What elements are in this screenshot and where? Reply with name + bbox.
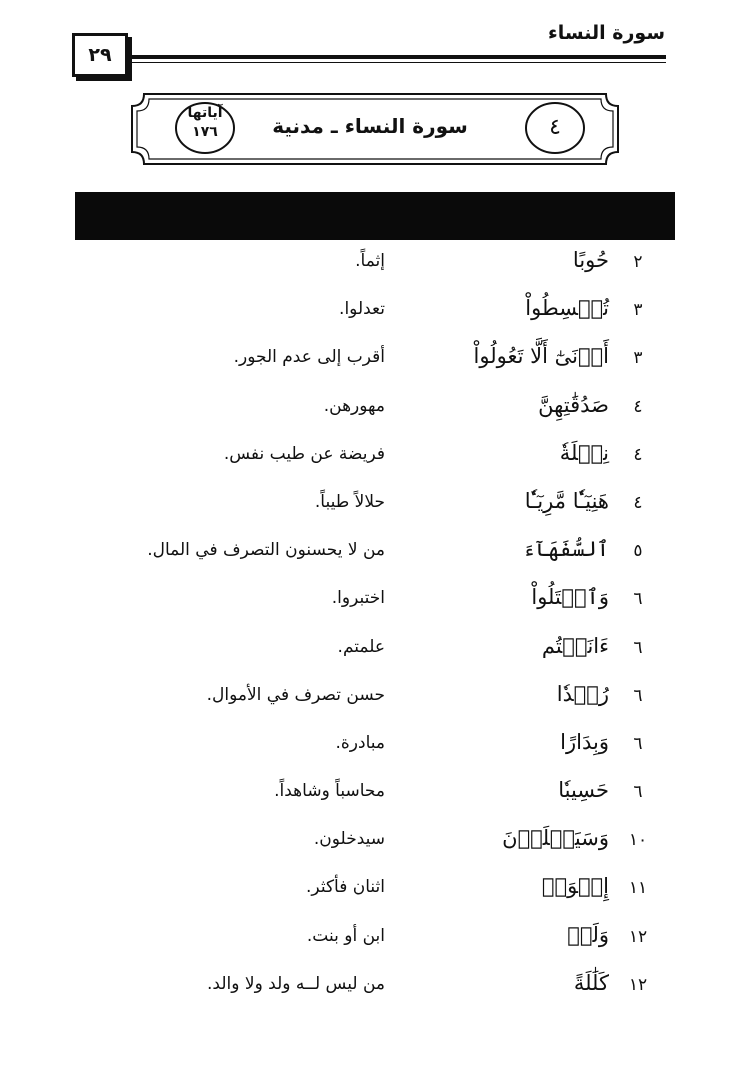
glossary-row [75, 531, 675, 579]
word-meaning: فريضة عن طيب نفس. [223, 443, 385, 464]
verse-number: ٦ [633, 637, 643, 658]
word-meaning: اختبروا. [331, 588, 385, 609]
quran-word: ٱلسُّفَهَآءَ [522, 537, 609, 562]
glossary-row [75, 242, 675, 290]
glossary-row [75, 579, 675, 627]
quran-word: حَسِيبٗا [558, 778, 609, 803]
word-meaning: من لا يحسنون التصرف في المال. [147, 540, 385, 561]
quran-word: حُوبًا [572, 248, 609, 272]
verse-number: ١١ [628, 878, 648, 899]
quran-word: صَدُقَٰتِهِنَّ [538, 392, 609, 417]
verse-number: ٢ [633, 252, 643, 272]
word-meaning: علمتم. [337, 636, 385, 657]
glossary-row [75, 290, 675, 338]
verse-number: ٣ [633, 348, 643, 369]
quran-word: تُقۡسِطُواْ [525, 296, 609, 321]
word-meaning: محاسباً وشاهداً. [274, 781, 385, 802]
verse-number: ٤ [633, 396, 643, 417]
quran-word: وَلَدٞ [567, 922, 609, 947]
word-meaning: إثماً. [355, 251, 385, 271]
glossary-row [75, 483, 675, 531]
verse-number: ٥ [633, 541, 643, 562]
glossary-row [75, 628, 675, 676]
quran-word: كَلَٰلَةً [573, 970, 609, 995]
word-meaning: من ليس لــه ولد ولا والد. [207, 973, 385, 994]
glossary-row [75, 820, 675, 868]
word-meaning: اثنان فأكثر. [306, 877, 385, 898]
quran-word: هَنِيٓـٔٗا مَّرِيٓـٔٗا [524, 488, 609, 513]
surah-number: ٤ [549, 114, 561, 140]
verse-number: ٦ [633, 782, 643, 803]
verse-number: ٦ [633, 685, 643, 706]
word-meaning: حسن تصرف في الأموال. [206, 684, 385, 705]
verses-count: ١٧٦ [192, 124, 218, 140]
page-number-box [72, 33, 128, 77]
page-number: ٢٩ [88, 44, 112, 66]
verse-number: ٣ [633, 300, 643, 321]
word-meaning: حلالاً طيباً. [314, 491, 385, 512]
word-meaning: تعدلوا. [339, 299, 385, 320]
verse-number: ١٢ [628, 974, 648, 995]
glossary-row [75, 724, 675, 772]
glossary-row [75, 965, 675, 1013]
word-meaning: سيدخلون. [313, 829, 385, 850]
quran-word: وَسَيَصۡلَوۡنَ [502, 826, 609, 851]
glossary-row [75, 435, 675, 483]
verses-label: آياتها [187, 105, 223, 121]
header-rule [131, 55, 666, 59]
glossary-row [75, 387, 675, 435]
quran-word: رُشۡدٗا [556, 681, 609, 706]
word-meaning: ابن أو بنت. [306, 925, 385, 946]
word-meaning: مبادرة. [335, 732, 385, 753]
surah-banner [130, 92, 620, 166]
verse-number: ٤ [633, 492, 643, 513]
quran-word: وَبِدَارًا [560, 729, 609, 754]
quran-word: إِخۡوَةٞ [541, 874, 609, 899]
word-meaning: أقرب إلى عدم الجور. [233, 347, 385, 368]
surah-title: سورة النساء ـ مدنية [272, 114, 468, 138]
verse-number: ١٠ [628, 830, 648, 851]
glossary-row [75, 772, 675, 820]
verse-number: ١٢ [628, 926, 648, 947]
quran-word: ءَانَسۡتُم [541, 633, 609, 658]
glossary-header-bar [75, 192, 675, 240]
header-rule-thin [131, 62, 666, 63]
verse-number: ٦ [633, 589, 643, 610]
glossary-row [75, 676, 675, 724]
verse-number: ٦ [633, 733, 643, 754]
glossary-list [75, 242, 675, 1013]
running-header-title: سورة النساء [548, 22, 665, 44]
glossary-row [75, 917, 675, 965]
quran-word: أَدۡنَىٰٓ أَلَّا تَعُولُواْ [473, 344, 609, 369]
word-meaning: مهورهن. [323, 395, 385, 416]
glossary-row [75, 338, 675, 386]
quran-word: نِحۡلَةٗ [559, 440, 609, 465]
verse-count-badge [176, 104, 234, 154]
quran-word: وَٱبۡتَلُواْ [531, 585, 609, 610]
verse-number: ٤ [633, 444, 643, 465]
glossary-row [75, 868, 675, 916]
